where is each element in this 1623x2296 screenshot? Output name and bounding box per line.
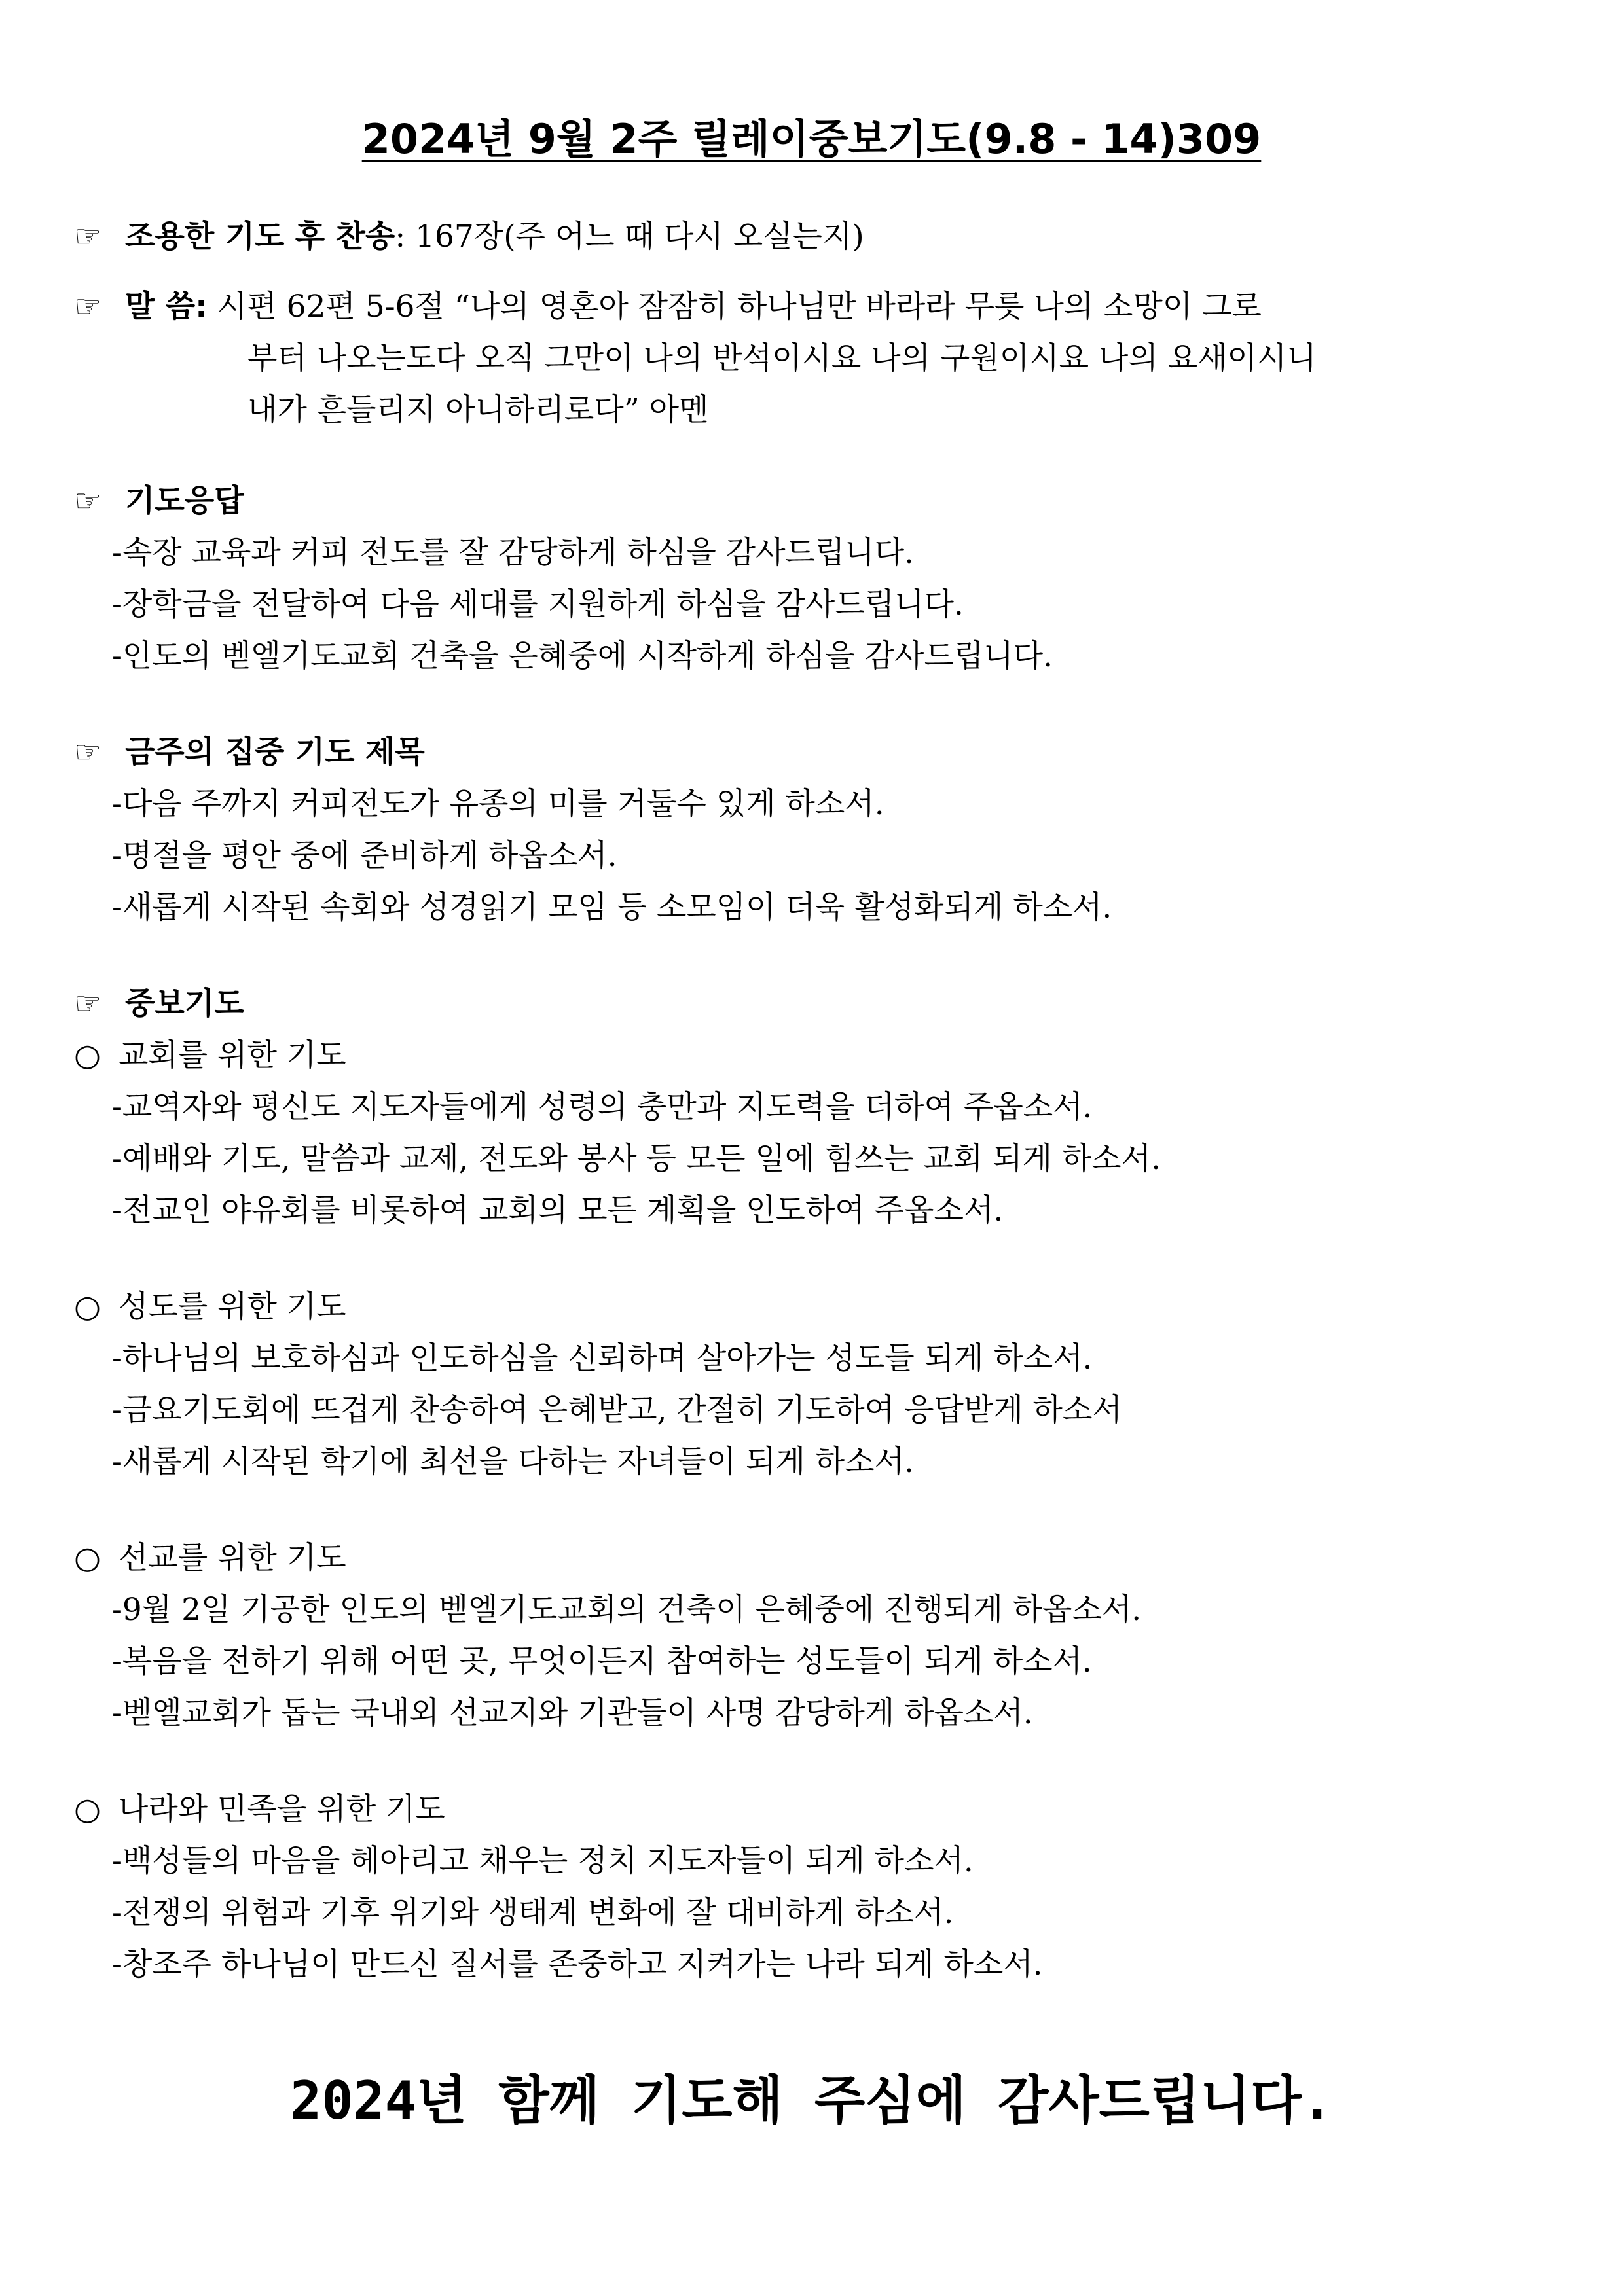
focus-heading: ☞ 금주의 집중 기도 제목 [74, 726, 1541, 778]
list-item: -새롭게 시작된 속회와 성경읽기 모임 등 소모임이 더욱 활성화되게 하소서. [112, 889, 1112, 925]
closing-thanks: 2024년 함께 기도해 주심에 감사드립니다. [290, 2070, 1333, 2131]
pointing-hand-icon: ☞ [74, 289, 102, 325]
section-title-saints: ○ 성도를 위한 기도 [74, 1281, 1541, 1333]
circle-bullet-icon: ○ [74, 1791, 101, 1827]
list-item: -전쟁의 위험과 기후 위기와 생태계 변화에 잘 대비하게 하소서. [112, 1895, 954, 1931]
list-item: -교역자와 평신도 지도자들에게 성령의 충만과 지도력을 더하여 주옵소서. [112, 1089, 1093, 1125]
circle-bullet-icon: ○ [74, 1289, 101, 1325]
list-item: -장학금을 전달하여 다음 세대를 지원하게 하심을 감사드립니다. [112, 586, 964, 622]
list-item: -하나님의 보호하심과 인도하심을 신뢰하며 살아가는 성도들 되게 하소서. [112, 1340, 1093, 1376]
scripture-text-2: 부터 나오는도다 오직 그만이 나의 반석이시요 나의 구원이시요 나의 요새이시니 [247, 340, 1317, 376]
intercession-heading: ☞ 중보기도 [74, 978, 1541, 1030]
list-item: -전교인 야유회를 비롯하여 교회의 모든 계획을 인도하여 주옵소서. [112, 1193, 1004, 1229]
list-item: -속장 교육과 커피 전도를 잘 감당하게 하심을 감사드립니다. [112, 535, 915, 571]
pointing-hand-icon: ☞ [74, 483, 102, 519]
scripture-text-1: 시편 62편 5-6절 “나의 영혼아 잠잠히 하나님만 바라라 무릇 나의 소망이 그로 [217, 289, 1262, 325]
list-item: -9월 2일 기공한 인도의 벧엘기도교회의 건축이 은혜중에 진행되게 하옵소서. [112, 1592, 1142, 1628]
list-item: -벧엘교회가 돕는 국내외 선교지와 기관들이 사명 감당하게 하옵소서. [112, 1695, 1033, 1731]
scripture-text-3: 내가 흔들리지 아니하리로다” 아멘 [247, 392, 709, 428]
section-title-nation: ○ 나라와 민족을 위한 기도 [74, 1784, 1541, 1835]
list-item: -다음 주까지 커피전도가 유종의 미를 거둘수 있게 하소서. [112, 786, 884, 822]
circle-bullet-icon: ○ [74, 1540, 101, 1576]
list-item: -예배와 기도, 말씀과 교제, 전도와 봉사 등 모든 일에 힘쓰는 교회 되게 하소서. [112, 1141, 1161, 1177]
list-item: -금요기도회에 뜨겁게 찬송하여 은혜받고, 간절히 기도하여 응답받게 하소서 [112, 1392, 1122, 1428]
answers-heading: ☞ 기도응답 [74, 475, 1541, 527]
scripture-label: 말 씀: [125, 289, 208, 325]
scripture-line [74, 281, 1541, 332]
list-item: -명절을 평안 중에 준비하게 하옵소서. [112, 838, 617, 874]
list-item: -인도의 벧엘기도교회 건축을 은혜중에 시작하게 하심을 감사드립니다. [112, 638, 1053, 674]
pointing-hand-icon: ☞ [74, 734, 102, 770]
hymn-text: : 167장(주 어느 때 다시 오실는지) [395, 219, 864, 255]
list-item: -창조주 하나님이 만드신 질서를 존중하고 지켜가는 나라 되게 하소서. [112, 1946, 1043, 1982]
list-item: -백성들의 마음을 헤아리고 채우는 정치 지도자들이 되게 하소서. [112, 1843, 974, 1879]
document-body [74, 211, 1541, 1990]
page-title: 2024년 9월 2주 릴레이중보기도(9.8 - 14)309 [361, 115, 1262, 163]
hymn-line [74, 211, 1541, 262]
section-title-mission: ○ 선교를 위한 기도 [74, 1532, 1541, 1584]
list-item: -복음을 전하기 위해 어떤 곳, 무엇이든지 참여하는 성도들이 되게 하소서. [112, 1643, 1092, 1679]
circle-bullet-icon: ○ [74, 1037, 101, 1073]
list-item: -새롭게 시작된 학기에 최선을 다하는 자녀들이 되게 하소서. [112, 1444, 915, 1480]
pointing-hand-icon: ☞ [74, 219, 102, 255]
section-title-church: ○ 교회를 위한 기도 [74, 1030, 1541, 1081]
pointing-hand-icon: ☞ [74, 986, 102, 1022]
hymn-label: 조용한 기도 후 찬송 [125, 219, 395, 255]
